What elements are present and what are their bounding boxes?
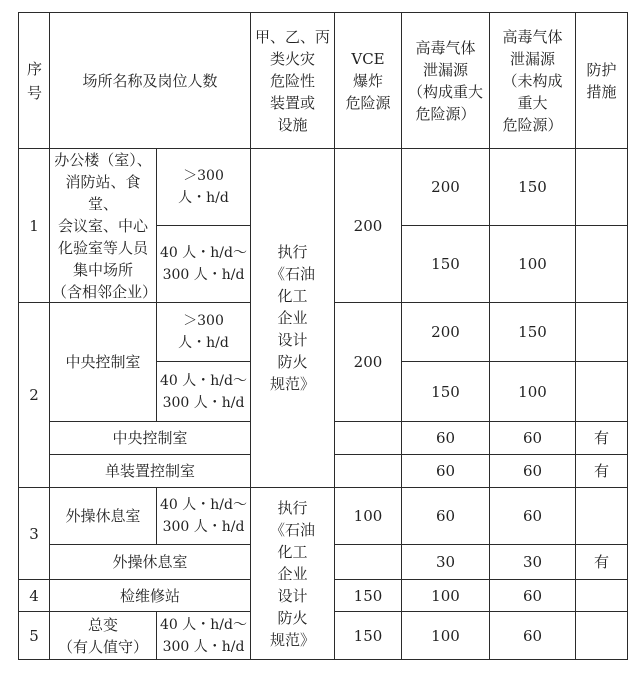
row2-unit-control-venue: 单装置控制室 bbox=[49, 454, 251, 488]
header-toxic-nonmajor: 高毒气体 泄漏源 （未构成 重大 危险源） bbox=[489, 12, 576, 149]
row2-people-high: ＞300 人・h/d bbox=[156, 302, 251, 362]
row4-seq: 4 bbox=[18, 579, 50, 612]
row1-people-mid: 40 人・h/d～ 300 人・h/d bbox=[156, 225, 251, 303]
row3-people: 40 人・h/d～ 300 人・h/d bbox=[156, 487, 251, 545]
row3-venue: 外操休息室 bbox=[49, 487, 157, 545]
row2-people-mid: 40 人・h/d～ 300 人・h/d bbox=[156, 361, 251, 422]
row4-protection bbox=[575, 579, 628, 612]
row2-major-high: 200 bbox=[401, 302, 490, 362]
header-vce: VCE 爆炸 危险源 bbox=[334, 12, 402, 149]
row4-nonmajor: 60 bbox=[489, 579, 576, 612]
row5-nonmajor: 60 bbox=[489, 611, 576, 660]
header-venue: 场所名称及岗位人数 bbox=[49, 12, 251, 149]
row3-seq: 3 bbox=[18, 487, 50, 580]
row2-major-mid: 150 bbox=[401, 361, 490, 422]
row2-nonmajor-mid: 100 bbox=[489, 361, 576, 422]
header-seq bbox=[18, 12, 50, 149]
row2-unit-control-major: 60 bbox=[401, 454, 490, 488]
row1-nonmajor-high: 150 bbox=[489, 148, 576, 226]
row3-nonmajor: 60 bbox=[489, 487, 576, 545]
row2-unit-control-nonmajor: 60 bbox=[489, 454, 576, 488]
row1-protection-high bbox=[575, 148, 628, 226]
row2-central-control-major: 60 bbox=[401, 421, 490, 455]
row2-central-control-vce bbox=[334, 421, 402, 455]
row2-unit-control-protection: 有 bbox=[575, 454, 628, 488]
fire-code-note-1: 执行 《石油 化工 企业 设计 防火 规范》 bbox=[250, 148, 335, 488]
row2-venue: 中央控制室 bbox=[49, 302, 157, 422]
row5-people: 40 人・h/d～ 300 人・h/d bbox=[156, 611, 251, 660]
row2-protection-high bbox=[575, 302, 628, 362]
row1-seq: 1 bbox=[18, 148, 50, 303]
row3-vce: 100 bbox=[334, 487, 402, 545]
row3-protection bbox=[575, 487, 628, 545]
row2-nonmajor-high: 150 bbox=[489, 302, 576, 362]
fire-code-note-2: 执行 《石油 化工 企业 设计 防火 规范》 bbox=[250, 487, 335, 660]
row2-protection-mid bbox=[575, 361, 628, 422]
row3-rest-room-nonmajor: 30 bbox=[489, 544, 576, 580]
row3-major: 60 bbox=[401, 487, 490, 545]
row3-rest-room-protection: 有 bbox=[575, 544, 628, 580]
row2-central-control-nonmajor: 60 bbox=[489, 421, 576, 455]
row2-seq: 2 bbox=[18, 302, 50, 488]
header-fire-class: 甲、乙、丙 类火灾 危险性 装置或 设施 bbox=[250, 12, 335, 149]
row1-vce: 200 bbox=[334, 148, 402, 303]
row3-rest-room-major: 30 bbox=[401, 544, 490, 580]
row1-people-high: ＞300 人・h/d bbox=[156, 148, 251, 226]
row5-vce: 150 bbox=[334, 611, 402, 660]
row1-nonmajor-mid: 100 bbox=[489, 225, 576, 303]
row5-venue: 总变 （有人值守） bbox=[49, 611, 157, 660]
row1-major-high: 200 bbox=[401, 148, 490, 226]
row5-seq: 5 bbox=[18, 611, 50, 660]
row2-central-control-venue: 中央控制室 bbox=[49, 421, 251, 455]
row2-vce: 200 bbox=[334, 302, 402, 422]
header-seq-text: 序 号 bbox=[27, 59, 43, 102]
row4-vce: 150 bbox=[334, 579, 402, 612]
row1-venue: 办公楼（室）、 消防站、食堂、 会议室、中心 化验室等人员 集中场所 （含相邻企业） bbox=[49, 148, 157, 303]
row4-major: 100 bbox=[401, 579, 490, 612]
row3-rest-room-venue: 外操休息室 bbox=[49, 544, 251, 580]
row4-venue: 检维修站 bbox=[49, 579, 251, 612]
row2-central-control-protection: 有 bbox=[575, 421, 628, 455]
row3-rest-room-vce bbox=[334, 544, 402, 580]
header-toxic-major: 高毒气体 泄漏源 （构成重大 危险源） bbox=[401, 12, 490, 149]
header-protection: 防护 措施 bbox=[575, 12, 628, 149]
row1-protection-mid bbox=[575, 225, 628, 303]
row2-unit-control-vce bbox=[334, 454, 402, 488]
row1-major-mid: 150 bbox=[401, 225, 490, 303]
row5-protection bbox=[575, 611, 628, 660]
row5-major: 100 bbox=[401, 611, 490, 660]
